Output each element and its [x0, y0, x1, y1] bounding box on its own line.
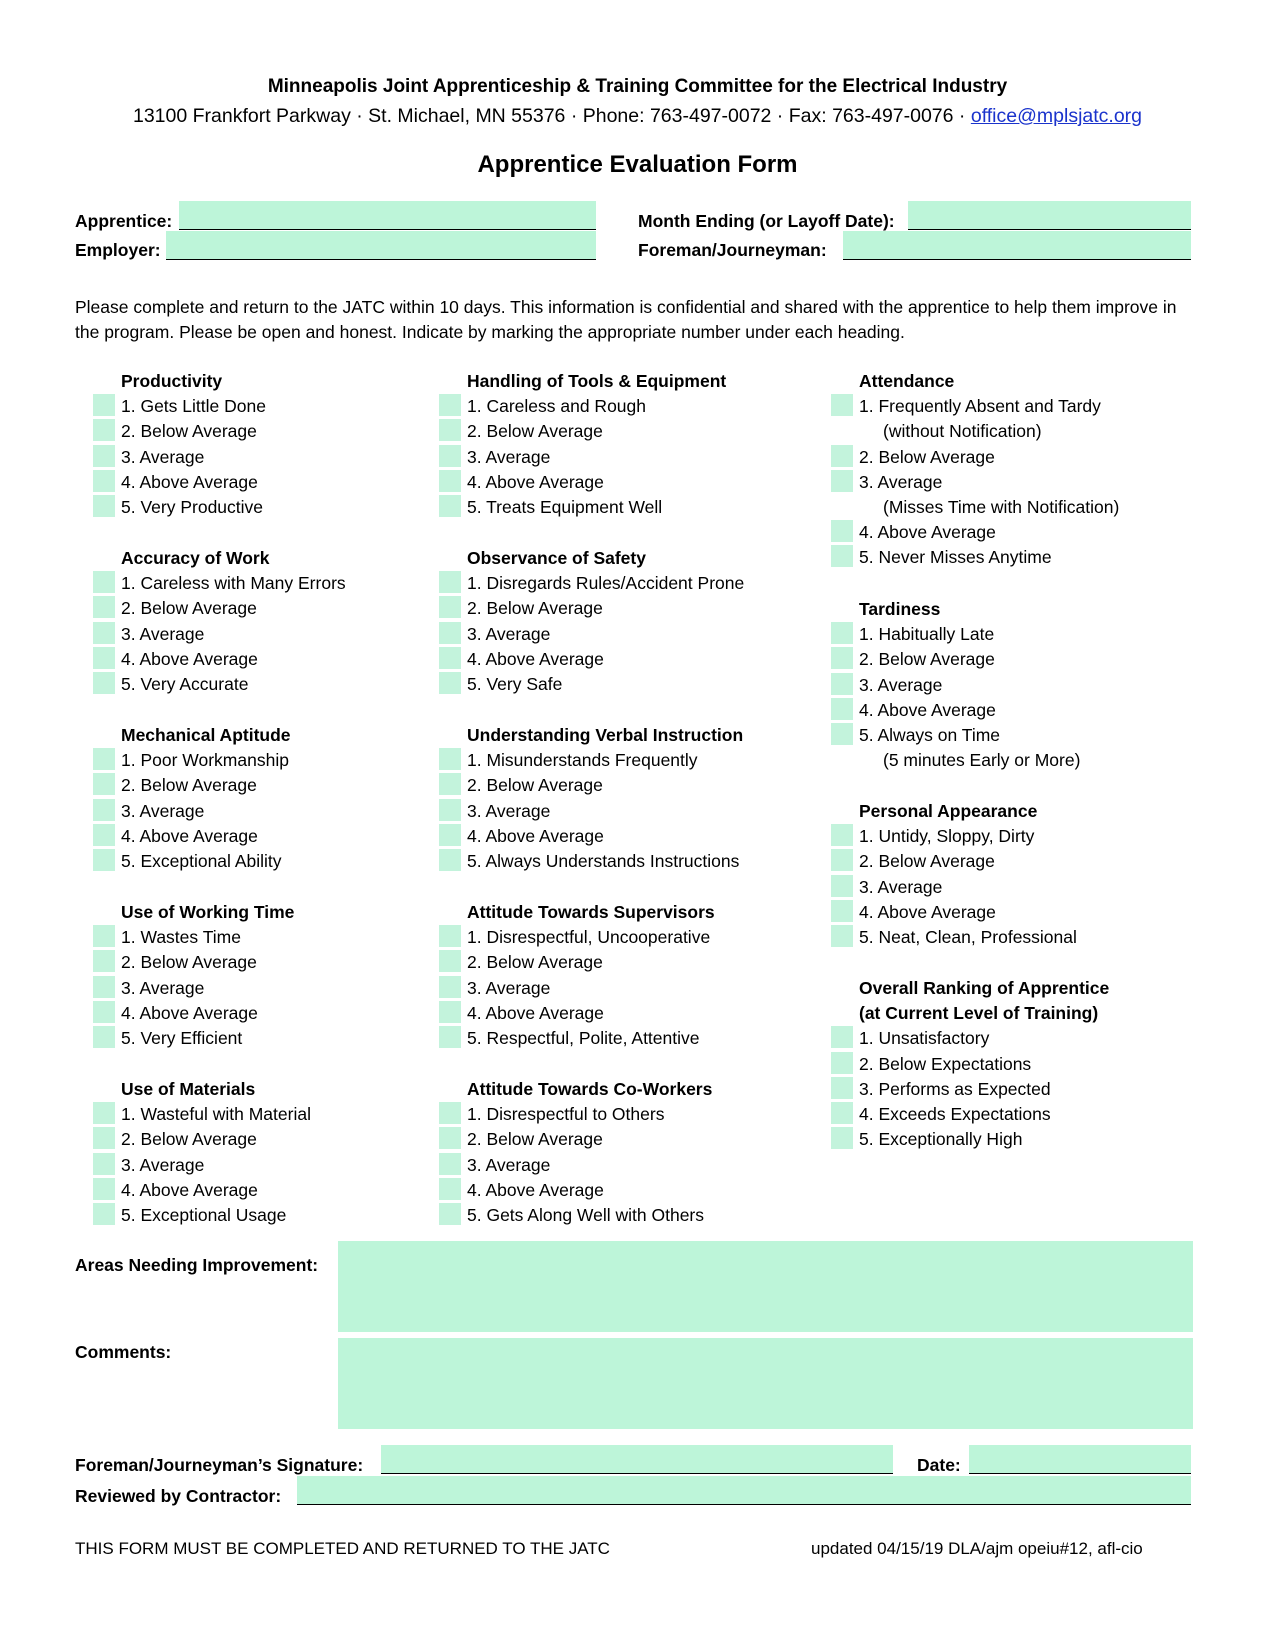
materials-option-label: 3. Average	[121, 1154, 205, 1175]
appearance-option-box[interactable]	[831, 875, 853, 897]
safety-option-label: 1. Disregards Rules/Accident Prone	[467, 573, 745, 594]
accuracy-option-box[interactable]	[93, 571, 115, 593]
safety-option-label: 2. Below Average	[467, 598, 603, 619]
signature-input[interactable]	[381, 1445, 893, 1474]
tools-option-label: 2. Below Average	[467, 421, 603, 442]
verbal-option-label: 4. Above Average	[467, 825, 604, 846]
foreman-input[interactable]	[843, 231, 1191, 260]
coworkers-option-box[interactable]	[439, 1153, 461, 1175]
foreman-label: Foreman/Journeyman:	[638, 240, 827, 260]
productivity-option-box[interactable]	[93, 394, 115, 416]
overall-option-box[interactable]	[831, 1026, 853, 1048]
appearance-option-label: 4. Above Average	[859, 901, 996, 922]
verbal-option-box[interactable]	[439, 824, 461, 846]
comments-input[interactable]	[338, 1338, 1193, 1429]
working_time-option-label: 3. Average	[121, 977, 205, 998]
tardiness-option-label: 5. Always on Time	[859, 725, 1001, 745]
footer-version: updated 04/15/19 DLA/ajm opeiu#12, afl-cio	[811, 1539, 1143, 1558]
working_time-option-box[interactable]	[93, 1026, 115, 1048]
supervisors-option-box[interactable]	[439, 1026, 461, 1048]
supervisors-option-box[interactable]	[439, 1001, 461, 1023]
working_time-option-box[interactable]	[93, 950, 115, 972]
coworkers-option-box[interactable]	[439, 1102, 461, 1124]
reviewed-input[interactable]	[297, 1476, 1191, 1505]
accuracy-option-label: 1. Careless with Many Errors	[121, 573, 346, 594]
coworkers-option-label: 4. Above Average	[467, 1179, 604, 1200]
footer-note: THIS FORM MUST BE COMPLETED AND RETURNED TO THE JATC	[75, 1539, 610, 1558]
working_time-option-label: 1. Wastes Time	[121, 927, 241, 948]
coworkers-option-box[interactable]	[439, 1203, 461, 1225]
materials-option-box[interactable]	[93, 1203, 115, 1225]
overall-subtitle: (at Current Level of Training)	[859, 1003, 1099, 1024]
overall-option-label: 3. Performs as Expected	[859, 1078, 1051, 1099]
attendance-option-label: 5. Never Misses Anytime	[859, 547, 1052, 568]
attendance-option-label: 1. Frequently Absent and Tardy	[859, 396, 1101, 417]
organization-name: Minneapolis Joint Apprenticeship & Training Committee for the Electrical Industry	[267, 76, 1008, 97]
tools-option-box[interactable]	[439, 495, 461, 517]
safety-option-box[interactable]	[439, 647, 461, 669]
mechanical-option-label: 2. Below Average	[121, 775, 257, 796]
appearance-option-label: 5. Neat, Clean, Professional	[859, 927, 1077, 947]
appearance-option-label: 3. Average	[859, 876, 943, 897]
tools-option-label: 4. Above Average	[467, 471, 604, 492]
accuracy-option-box[interactable]	[93, 622, 115, 644]
tardiness-option-box[interactable]	[831, 647, 853, 669]
working_time-option-box[interactable]	[93, 976, 115, 998]
accuracy-option-label: 2. Below Average	[121, 598, 257, 619]
supervisors-option-label: 4. Above Average	[467, 1002, 604, 1023]
overall-option-label: 2. Below Expectations	[859, 1053, 1032, 1074]
working_time-option-box[interactable]	[93, 925, 115, 947]
productivity-option-label: 3. Average	[121, 446, 205, 467]
materials-option-box[interactable]	[93, 1153, 115, 1175]
overall-option-label: 5. Exceptionally High	[859, 1129, 1023, 1150]
mechanical-option-box[interactable]	[93, 824, 115, 846]
working_time-option-box[interactable]	[93, 1001, 115, 1023]
supervisors-option-label: 2. Below Average	[467, 952, 603, 973]
date-input[interactable]	[969, 1445, 1191, 1474]
appearance-option-box[interactable]	[831, 925, 853, 947]
appearance-title: Personal Appearance	[859, 801, 1038, 821]
attendance-option-label: 3. Average	[859, 471, 943, 492]
tardiness-option-box[interactable]	[831, 723, 853, 745]
coworkers-option-label: 1. Disrespectful to Others	[467, 1104, 665, 1125]
mechanical-option-box[interactable]	[93, 773, 115, 795]
tools-option-label: 5. Treats Equipment Well	[467, 497, 663, 517]
reviewed-label: Reviewed by Contractor:	[75, 1486, 282, 1506]
coworkers-option-box[interactable]	[439, 1178, 461, 1200]
tools-option-label: 1. Careless and Rough	[467, 396, 646, 417]
mechanical-option-box[interactable]	[93, 849, 115, 871]
areas-input[interactable]	[338, 1241, 1193, 1332]
safety-option-label: 3. Average	[467, 623, 551, 644]
tools-title: Handling of Tools & Equipment	[467, 371, 727, 391]
attendance-option-note: (without Notification)	[883, 421, 1042, 442]
productivity-title: Productivity	[121, 371, 223, 391]
tardiness-option-box[interactable]	[831, 622, 853, 644]
coworkers-option-label: 5. Gets Along Well with Others	[467, 1205, 705, 1225]
tardiness-option-box[interactable]	[831, 698, 853, 720]
accuracy-option-label: 4. Above Average	[121, 648, 258, 669]
areas-label: Areas Needing Improvement:	[75, 1255, 319, 1275]
apprentice-label: Apprentice:	[75, 211, 173, 231]
productivity-option-label: 4. Above Average	[121, 471, 258, 492]
safety-option-label: 5. Very Safe	[467, 674, 563, 694]
employer-label: Employer:	[75, 240, 161, 260]
coworkers-option-label: 2. Below Average	[467, 1129, 603, 1150]
mechanical-option-box[interactable]	[93, 799, 115, 821]
address-text: 13100 Frankfort Parkway · St. Michael, MN 55376 · Phone: 763-497-0072 · Fax: 763-497-0076 ·	[132, 105, 971, 127]
tardiness-option-label: 2. Below Average	[859, 649, 995, 670]
tools-option-box[interactable]	[439, 394, 461, 416]
working_time-option-label: 5. Very Efficient	[121, 1028, 243, 1048]
instructions: Please complete and return to the JATC within 10 days. This information is confidential and shared with the apprentice to help them improve in the program. Please be open and honest. Indicate by marking the appropriate number under each heading.	[75, 297, 1177, 342]
attendance-option-box[interactable]	[831, 445, 853, 467]
accuracy-option-label: 5. Very Accurate	[121, 674, 249, 694]
overall-title: Overall Ranking of Apprentice	[859, 978, 1110, 998]
supervisors-option-box[interactable]	[439, 950, 461, 972]
overall-option-box[interactable]	[831, 1127, 853, 1149]
attendance-option-box[interactable]	[831, 470, 853, 492]
productivity-option-box[interactable]	[93, 495, 115, 517]
verbal-option-box[interactable]	[439, 773, 461, 795]
employer-input[interactable]	[166, 231, 596, 260]
verbal-option-box[interactable]	[439, 748, 461, 770]
productivity-option-label: 1. Gets Little Done	[121, 396, 266, 417]
verbal-title: Understanding Verbal Instruction	[467, 725, 744, 745]
appearance-option-box[interactable]	[831, 824, 853, 846]
appearance-option-label: 2. Below Average	[859, 851, 995, 872]
date-label: Date:	[917, 1455, 961, 1475]
mechanical-option-label: 3. Average	[121, 800, 205, 821]
organization-address	[0, 105, 1275, 128]
attendance-title: Attendance	[859, 371, 955, 391]
coworkers-option-label: 3. Average	[467, 1154, 551, 1175]
materials-option-box[interactable]	[93, 1127, 115, 1149]
comments-label: Comments:	[75, 1342, 172, 1362]
mechanical-option-label: 4. Above Average	[121, 825, 258, 846]
productivity-option-label: 2. Below Average	[121, 421, 257, 442]
accuracy-title: Accuracy of Work	[121, 548, 270, 568]
materials-option-box[interactable]	[93, 1178, 115, 1200]
tardiness-option-box[interactable]	[831, 673, 853, 695]
productivity-option-box[interactable]	[93, 419, 115, 441]
materials-option-label: 2. Below Average	[121, 1129, 257, 1150]
verbal-option-box[interactable]	[439, 799, 461, 821]
overall-option-box[interactable]	[831, 1052, 853, 1074]
materials-option-label: 1. Wasteful with Material	[121, 1104, 311, 1125]
accuracy-option-box[interactable]	[93, 647, 115, 669]
safety-option-box[interactable]	[439, 596, 461, 618]
supervisors-option-label: 5. Respectful, Polite, Attentive	[467, 1028, 700, 1048]
tardiness-option-label: 3. Average	[859, 674, 943, 695]
verbal-option-label: 2. Below Average	[467, 775, 603, 796]
safety-title: Observance of Safety	[467, 548, 646, 568]
safety-option-box[interactable]	[439, 571, 461, 593]
safety-option-label: 4. Above Average	[467, 648, 604, 669]
working_time-option-label: 4. Above Average	[121, 1002, 258, 1023]
productivity-option-label: 5. Very Productive	[121, 497, 264, 517]
attendance-option-label: 2. Below Average	[859, 446, 995, 467]
working_time-option-label: 2. Below Average	[121, 952, 257, 973]
appearance-option-box[interactable]	[831, 900, 853, 922]
productivity-option-box[interactable]	[93, 445, 115, 467]
coworkers-option-box[interactable]	[439, 1127, 461, 1149]
safety-option-box[interactable]	[439, 672, 461, 694]
email-link[interactable]: office@mplsjatc.org	[970, 105, 1143, 127]
tardiness-option-label: 4. Above Average	[859, 699, 996, 720]
form-title: Apprentice Evaluation Form	[477, 151, 798, 178]
tardiness-option-note: (5 minutes Early or More)	[883, 750, 1081, 771]
apprentice-input[interactable]	[179, 201, 596, 230]
attendance-option-box[interactable]	[831, 545, 853, 567]
attendance-option-box[interactable]	[831, 520, 853, 542]
mechanical-option-box[interactable]	[93, 748, 115, 770]
working_time-title: Use of Working Time	[121, 902, 295, 922]
verbal-option-box[interactable]	[439, 849, 461, 871]
tools-option-box[interactable]	[439, 470, 461, 492]
mechanical-option-label: 1. Poor Workmanship	[121, 750, 289, 771]
supervisors-option-box[interactable]	[439, 925, 461, 947]
verbal-option-label: 1. Misunderstands Frequently	[467, 750, 698, 771]
overall-option-box[interactable]	[831, 1102, 853, 1124]
materials-title: Use of Materials	[121, 1079, 256, 1099]
signature-label: Foreman/Journeyman’s Signature:	[75, 1455, 364, 1475]
supervisors-option-label: 1. Disrespectful, Uncooperative	[467, 927, 711, 948]
attendance-option-note: (Misses Time with Notification)	[883, 497, 1120, 517]
accuracy-option-box[interactable]	[93, 596, 115, 618]
safety-option-box[interactable]	[439, 622, 461, 644]
supervisors-option-box[interactable]	[439, 976, 461, 998]
coworkers-title: Attitude Towards Co-Workers	[467, 1079, 713, 1099]
attendance-option-box[interactable]	[831, 394, 853, 416]
mechanical-title: Mechanical Aptitude	[121, 725, 291, 745]
appearance-option-box[interactable]	[831, 849, 853, 871]
overall-option-label: 4. Exceeds Expectations	[859, 1104, 1051, 1124]
month-ending-label: Month Ending (or Layoff Date):	[638, 211, 895, 231]
tools-option-box[interactable]	[439, 445, 461, 467]
tools-option-label: 3. Average	[467, 446, 551, 467]
tardiness-option-label: 1. Habitually Late	[859, 624, 995, 645]
verbal-option-label: 5. Always Understands Instructions	[467, 851, 740, 871]
mechanical-option-label: 5. Exceptional Ability	[121, 851, 282, 871]
supervisors-title: Attitude Towards Supervisors	[467, 902, 715, 922]
materials-option-label: 5. Exceptional Usage	[121, 1205, 287, 1225]
accuracy-option-box[interactable]	[93, 672, 115, 694]
overall-option-box[interactable]	[831, 1077, 853, 1099]
accuracy-option-label: 3. Average	[121, 623, 205, 644]
overall-option-label: 1. Unsatisfactory	[859, 1028, 990, 1049]
productivity-option-box[interactable]	[93, 470, 115, 492]
verbal-option-label: 3. Average	[467, 800, 551, 821]
supervisors-option-label: 3. Average	[467, 977, 551, 998]
materials-option-label: 4. Above Average	[121, 1179, 258, 1200]
attendance-option-label: 4. Above Average	[859, 522, 996, 543]
appearance-option-label: 1. Untidy, Sloppy, Dirty	[859, 826, 1035, 847]
materials-option-box[interactable]	[93, 1102, 115, 1124]
month-ending-input[interactable]	[908, 201, 1191, 230]
tools-option-box[interactable]	[439, 419, 461, 441]
tardiness-title: Tardiness	[859, 599, 941, 619]
